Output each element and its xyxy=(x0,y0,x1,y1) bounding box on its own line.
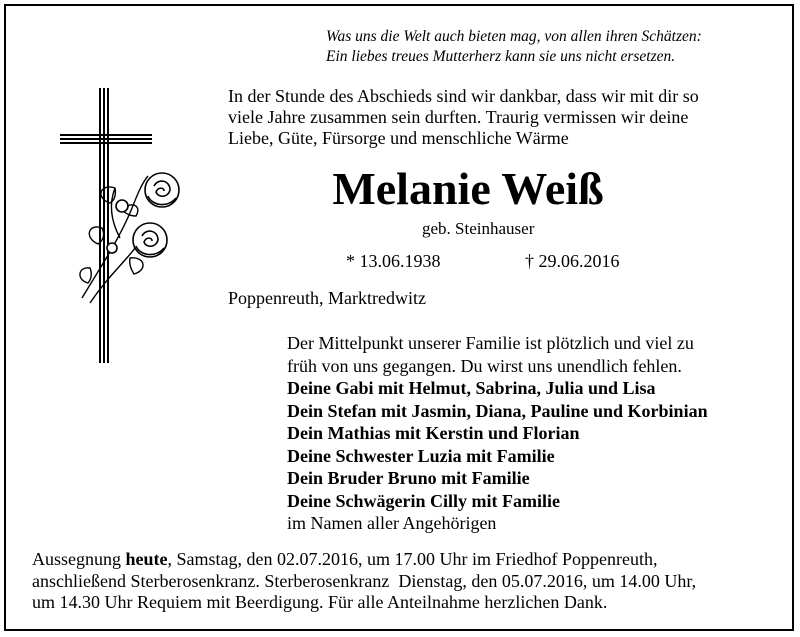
poem-line: Was uns die Welt auch bieten mag, von allen ihren Schätzen: xyxy=(326,28,702,45)
family-member: Dein Mathias mit Kerstin und Florian xyxy=(287,423,580,443)
poem xyxy=(326,27,702,67)
closing-line: anschließend Sterberosenkranz. Sterberosenkranz Dienstag, den 05.07.2016, um 14.00 Uhr, xyxy=(32,570,697,591)
birth-date: * 13.06.1938 xyxy=(346,251,441,271)
intro-text xyxy=(228,86,788,149)
family-member: Dein Bruder Bruno mit Familie xyxy=(287,468,530,488)
birth-name: geb. Steinhauser xyxy=(422,219,535,238)
family-intro-line: früh von uns gegangen. Du wirst uns unendlich fehlen. xyxy=(287,355,682,376)
closing-text-part: Aussegnung xyxy=(32,549,126,569)
closing-line xyxy=(32,549,792,571)
deceased-name: Melanie Weiß xyxy=(332,163,604,214)
intro-line: viele Jahre zusammen sein durften. Traurig vermissen wir deine xyxy=(228,107,689,127)
death-date: † 29.06.2016 xyxy=(525,251,620,271)
family-member: Deine Schwägerin Cilly mit Familie xyxy=(287,490,560,511)
family-block xyxy=(287,332,708,535)
family-member: Deine Gabi mit Helmut, Sabrina, Julia und Lisa xyxy=(287,378,656,398)
poem-line: Ein liebes treues Mutterherz kann sie uns nicht ersetzen. xyxy=(326,48,676,65)
closing-text xyxy=(32,549,792,614)
family-outro: im Namen aller Angehörigen xyxy=(287,513,497,533)
family-intro-line: Der Mittelpunkt unserer Familie ist plötzlich und viel zu xyxy=(287,333,694,353)
closing-text-part: , Samstag, den 02.07.2016, um 17.00 Uhr im Friedhof Poppenreuth, xyxy=(167,549,658,569)
cross-with-roses-icon xyxy=(60,88,200,363)
place: Poppenreuth, Marktredwitz xyxy=(228,288,426,308)
intro-line: Liebe, Güte, Fürsorge und menschliche Wärme xyxy=(228,128,569,148)
closing-today: heute xyxy=(125,549,168,569)
closing-line: um 14.30 Uhr Requiem mit Beerdigung. Für alle Anteilnahme herzlichen Dank. xyxy=(32,592,608,612)
intro-line: In der Stunde des Abschieds sind wir dankbar, dass wir mit dir so xyxy=(228,86,699,106)
family-member: Dein Stefan mit Jasmin, Diana, Pauline und Korbinian xyxy=(287,400,708,421)
family-member: Deine Schwester Luzia mit Familie xyxy=(287,445,555,466)
